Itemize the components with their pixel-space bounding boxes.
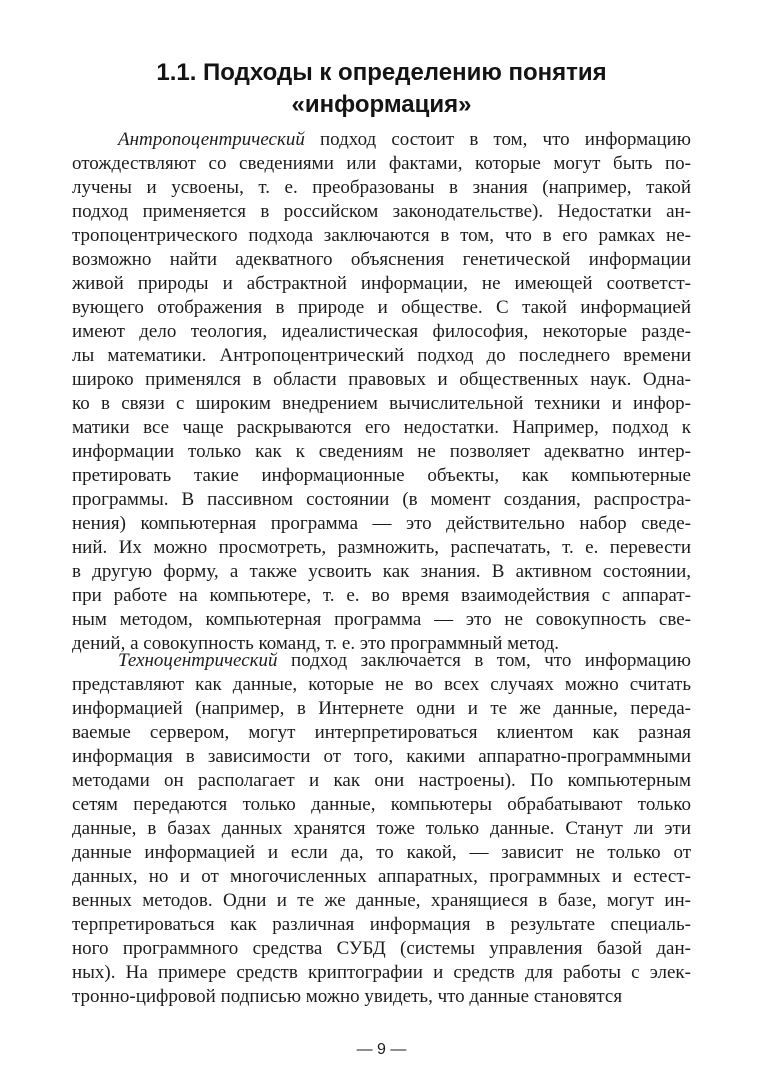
emphasized-term: Техноцентрический <box>118 650 278 671</box>
line-text: подход состоит в том, что информацию <box>304 129 691 150</box>
text-line: программы. В пассивном состоянии (в момент создания, распростра- <box>72 489 691 510</box>
line-text: подход заключается в том, что информацию <box>277 650 691 671</box>
text-line: претировать такие информационные объекты, как компьютерные <box>72 465 691 486</box>
text-line: ным методом, компьютерная программа — это не совокупность све- <box>72 609 691 630</box>
text-line: информацией (например, в Интернете одни и те же данные, переда- <box>72 698 691 719</box>
text-line: лы математики. Антропоцентрический подход до последнего времени <box>72 345 691 366</box>
text-line: ко в связи с широким внедрением вычислительной техники и инфор- <box>72 393 691 414</box>
text-line: информация в зависимости от того, какими аппаратно-программными <box>72 746 691 767</box>
text-line: сетям передаются только данные, компьютеры обрабатывают только <box>72 794 691 815</box>
text-line <box>118 649 691 673</box>
text-line: представляют как данные, которые не во всех случаях можно считать <box>72 674 691 695</box>
section-heading-line-1: 1.1. Подходы к определению понятия <box>156 59 607 86</box>
text-line: в другую форму, а также усвоить как знания. В активном состоянии, <box>72 561 691 582</box>
text-line: ных). На примере средств криптографии и средств для работы с элек- <box>72 962 691 983</box>
text-line: тронно-цифровой подписью можно увидеть, что данные становятся <box>72 986 623 1007</box>
text-line: ний. Их можно просмотреть, размножить, распечатать, т. е. перевести <box>72 537 691 558</box>
text-line: данных, но и от многочисленных аппаратных, программных и естест- <box>72 866 691 887</box>
text-line: венных методов. Одни и те же данные, хранящиеся в базе, могут ин- <box>72 890 691 911</box>
text-line: ваемые сервером, могут интерпретироваться клиентом как разная <box>72 722 691 743</box>
page-number: — 9 — <box>356 1041 407 1058</box>
text-line: подход применяется в российском законодательстве). Недостатки ан- <box>72 201 691 222</box>
text-line: лучены и усвоены, т. е. преобразованы в знания (например, такой <box>72 177 691 198</box>
text-line: живой природы и абстрактной информации, не имеющей соответст- <box>72 273 691 294</box>
text-line: при работе на компьютере, т. е. во время взаимодействия с аппарат- <box>72 585 691 606</box>
text-line: дений, а совокупность команд, т. е. это программный метод. <box>72 633 559 654</box>
text-line: вующего отображения в природе и обществе. С такой информацией <box>72 297 691 318</box>
section-heading-line-2: «информация» <box>291 91 472 118</box>
text-line: данные, в базах данных хранятся тоже только данные. Станут ли эти <box>72 818 691 839</box>
text-line: данные информацией и если да, то какой, — зависит не только от <box>72 842 691 863</box>
text-line <box>118 128 691 152</box>
text-line: тропоцентрического подхода заключаются в том, что в его рамках не- <box>72 225 691 246</box>
emphasized-term: Антропоцентрический <box>118 129 305 150</box>
text-line: нения) компьютерная программа — это действительно набор сведе- <box>72 513 691 534</box>
text-line: имеют дело теология, идеалистическая философия, некоторые разде- <box>72 321 691 342</box>
text-line: ного программного средства СУБД (системы управления базой дан- <box>72 938 691 959</box>
text-line: методами он располагает и как они настроены). По компьютерным <box>72 770 691 791</box>
text-line: отождествляют со сведениями или фактами, которые могут быть по- <box>72 153 691 174</box>
text-line: матики все чаще раскрываются его недостатки. Например, подход к <box>72 417 691 438</box>
text-line: возможно найти адекватного объяснения генетической информации <box>72 249 691 270</box>
text-line: информации только как к сведениям не позволяет адекватно интер- <box>72 441 691 462</box>
text-line: терпретироваться как различная информация в результате специаль- <box>72 914 691 935</box>
text-line: широко применялся в области правовых и общественных наук. Одна- <box>72 369 691 390</box>
